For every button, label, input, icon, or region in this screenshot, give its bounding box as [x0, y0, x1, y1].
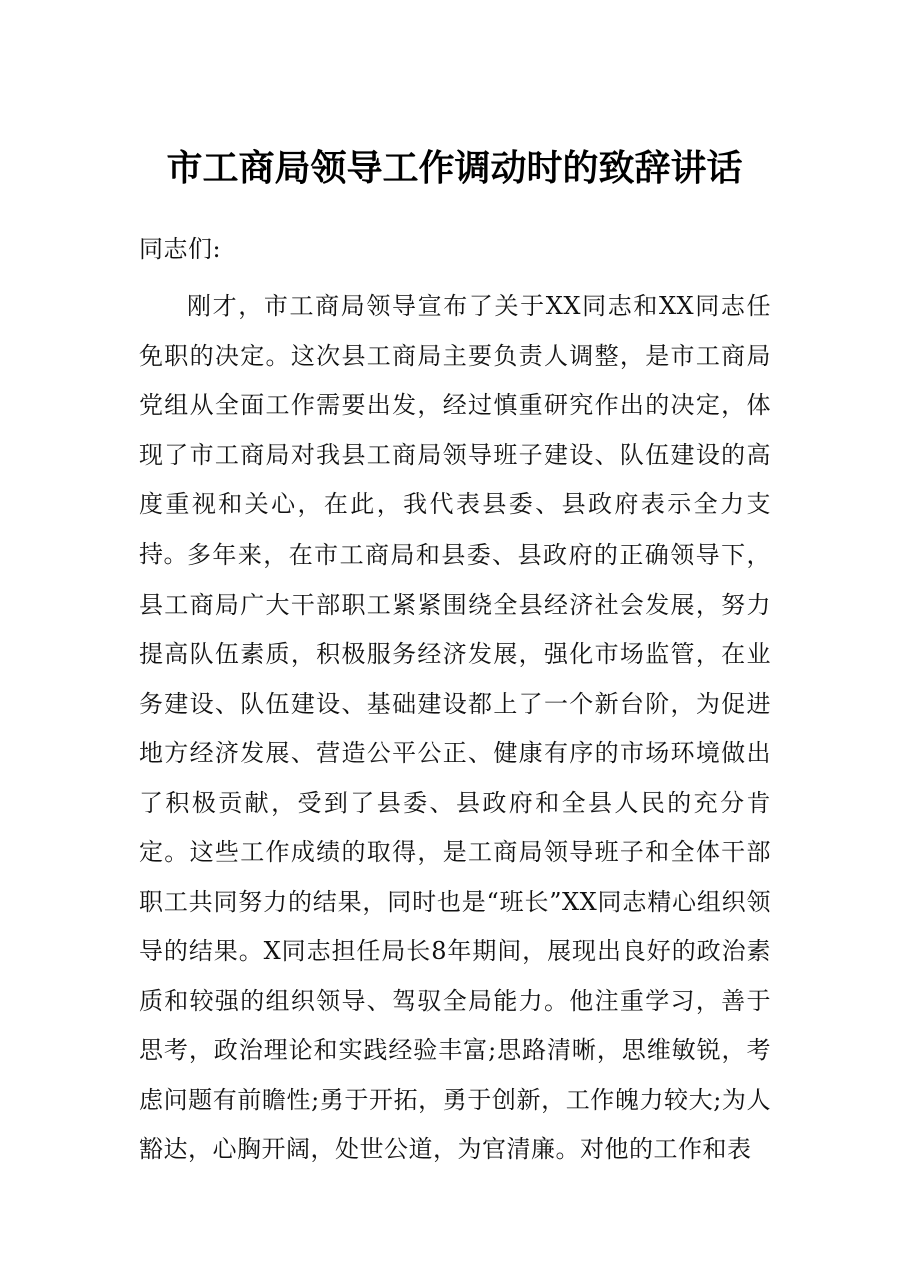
paragraph-1: 刚才，市工商局领导宣布了关于XX同志和XX同志任免职的决定。这次县工商局主要负责人调整，是市工商局党组从全面工作需要出发，经过慎重研究作出的决定，体现了市工商局对我县工商局领导班子建设、队伍建设的高度重视和关心，在此，我代表县委、县政府表示全力支持。 [139, 292, 771, 568]
document-title: 市工商局领导工作调动时的致辞讲话 [166, 147, 743, 189]
salutation: 同志们: [139, 235, 222, 263]
paragraph-2: 多年来，在市工商局和县委、县政府的正确领导下，县工商局广大干部职工紧紧围绕全县经济社会发展，努力提高队伍素质，积极服务经济发展，强化市场监管，在业务建设、队伍建设、基础建设都上了一个新台阶，为促进地方经济发展、营造公平公正、健康有序的市场环境做出了积极贡献，受到了县委、县政府和全县人民的充分肯定。这些工作成绩的取得，是工商局领导班子和全体干部职工共同努力的结果，同时也是“班长”XX同志精心组织领导的结果。X同志担任局长8年期间，展现出良好的政治素质和较强的组织领导、驾驭全局能力。他注重学习，善于思考，政治理论和实践经验丰富;思路清晰，思维敏锐，考虑问题有前瞻性;勇于开拓，勇于创新，工作魄力较大;为人豁达，心胸开阔，处世公道，为官清廉。对他的工作和表 [139, 541, 771, 1163]
